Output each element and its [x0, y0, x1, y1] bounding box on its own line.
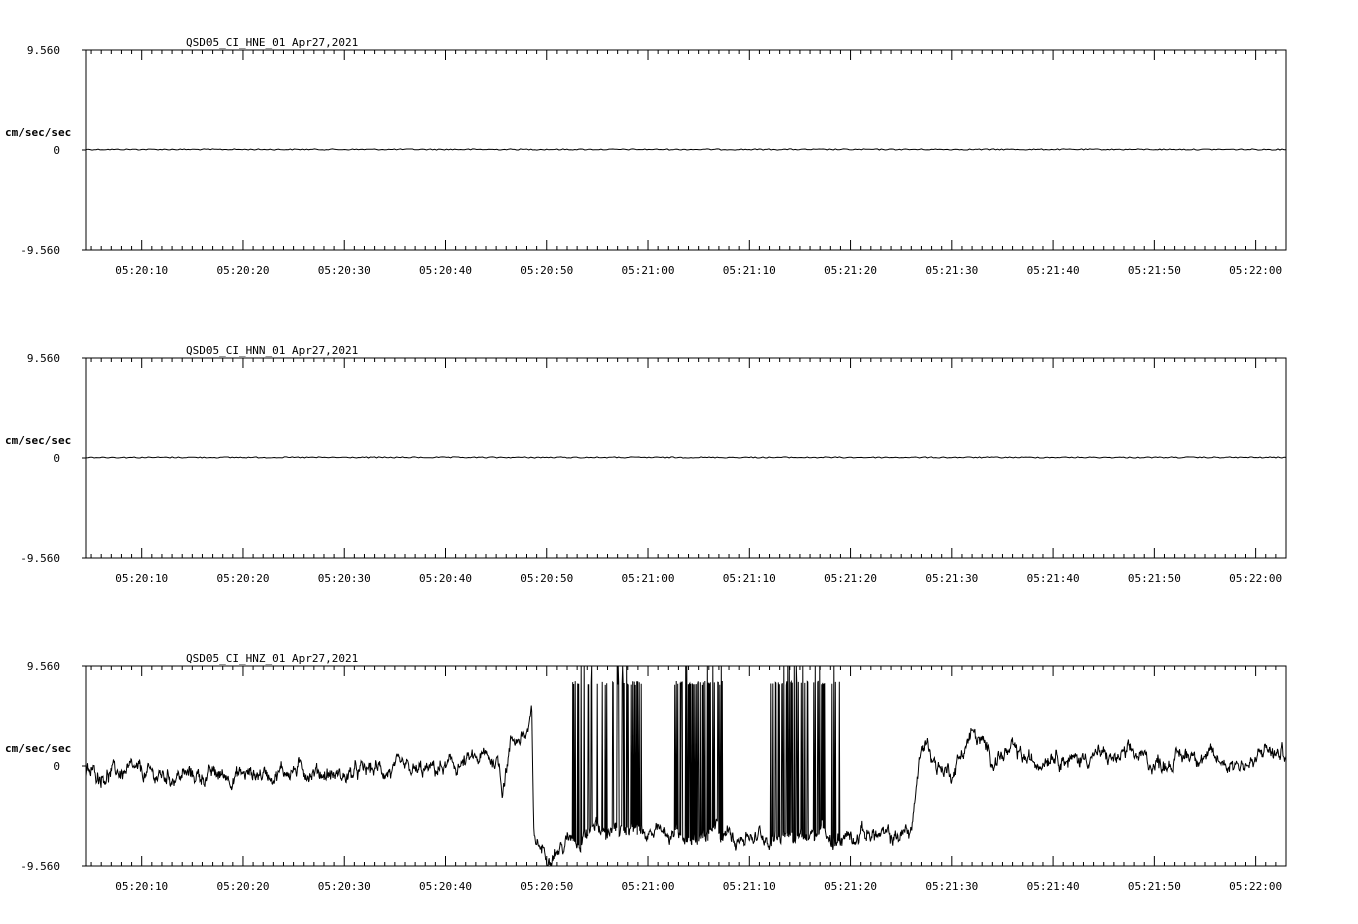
x-tick-label: 05:21:30: [925, 264, 979, 277]
panel-title: QSD05_CI_HNN_01 Apr27,2021: [186, 344, 359, 357]
x-tick-label: 05:20:10: [115, 572, 169, 585]
x-tick-label: 05:20:50: [520, 264, 574, 277]
x-tick-label: 05:20:40: [419, 572, 472, 585]
panel-3: [5, 652, 1286, 893]
y-tick-label: 0: [53, 452, 60, 465]
x-tick-label: 05:21:20: [824, 572, 878, 585]
y-axis-label: cm/sec/sec: [5, 434, 72, 447]
y-tick-label: 9.560: [26, 44, 60, 57]
series-trace: [86, 149, 1286, 150]
panel-2: [5, 344, 1286, 585]
panel-1: [5, 36, 1286, 277]
x-tick-label: 05:20:40: [419, 880, 472, 893]
x-tick-label: 05:21:00: [621, 264, 675, 277]
y-tick-label: 0: [53, 144, 60, 157]
x-tick-label: 05:21:50: [1127, 572, 1181, 585]
x-tick-label: 05:20:40: [419, 264, 472, 277]
x-tick-label: 05:20:30: [317, 572, 371, 585]
x-tick-label: 05:21:40: [1026, 264, 1080, 277]
x-tick-label: 05:21:40: [1026, 572, 1080, 585]
x-tick-label: 05:22:00: [1229, 880, 1283, 893]
x-tick-label: 05:20:10: [115, 264, 169, 277]
y-tick-label: -9.560: [20, 244, 60, 257]
x-tick-label: 05:21:10: [722, 572, 776, 585]
x-tick-label: 05:20:20: [216, 264, 270, 277]
x-tick-label: 05:21:30: [925, 880, 979, 893]
x-tick-label: 05:21:50: [1127, 880, 1181, 893]
panel-title: QSD05_CI_HNE_01 Apr27,2021: [186, 36, 359, 49]
y-tick-label: 9.560: [26, 660, 60, 673]
y-tick-label: 9.560: [26, 352, 60, 365]
x-tick-label: 05:22:00: [1229, 264, 1283, 277]
y-axis-label: cm/sec/sec: [5, 742, 72, 755]
x-tick-label: 05:21:00: [621, 572, 675, 585]
y-tick-label: -9.560: [20, 552, 60, 565]
series-trace: [86, 457, 1286, 458]
x-tick-label: 05:20:30: [317, 264, 371, 277]
x-tick-label: 05:20:30: [317, 880, 371, 893]
x-tick-label: 05:21:10: [722, 880, 776, 893]
x-tick-label: 05:20:20: [216, 880, 270, 893]
x-tick-label: 05:21:10: [722, 264, 776, 277]
series-trace: [86, 666, 1286, 866]
x-tick-label: 05:20:20: [216, 572, 270, 585]
y-tick-label: 0: [53, 760, 60, 773]
x-tick-label: 05:21:30: [925, 572, 979, 585]
panel-title: QSD05_CI_HNZ_01 Apr27,2021: [186, 652, 359, 665]
y-tick-label: -9.560: [20, 860, 60, 873]
x-tick-label: 05:22:00: [1229, 572, 1283, 585]
x-tick-label: 05:21:00: [621, 880, 675, 893]
x-tick-label: 05:21:20: [824, 264, 878, 277]
x-tick-label: 05:20:50: [520, 880, 574, 893]
x-tick-label: 05:20:50: [520, 572, 574, 585]
y-axis-label: cm/sec/sec: [5, 126, 72, 139]
x-tick-label: 05:21:20: [824, 880, 878, 893]
x-tick-label: 05:20:10: [115, 880, 169, 893]
x-tick-label: 05:21:50: [1127, 264, 1181, 277]
x-tick-label: 05:21:40: [1026, 880, 1080, 893]
